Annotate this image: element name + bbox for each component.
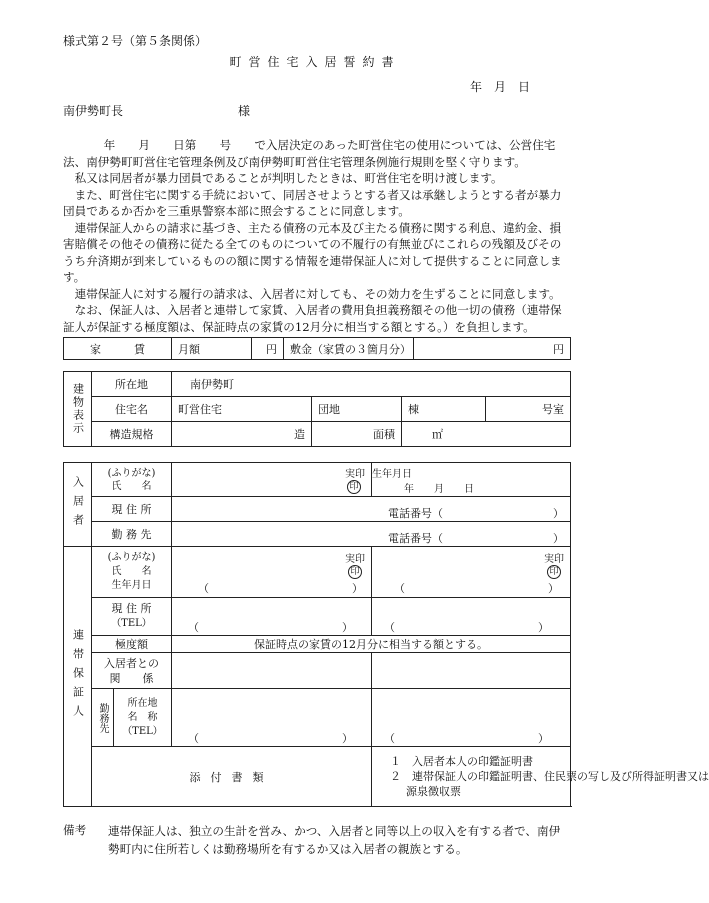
addressee: 南伊勢町長: [63, 104, 124, 118]
room-no-field[interactable]: 号室: [486, 397, 571, 422]
building-table: [63, 371, 571, 447]
address-label: 現 住 所: [111, 602, 152, 615]
area-label: 面積: [312, 422, 402, 447]
building-section-label: 建物表示: [64, 372, 92, 447]
housing-name-label: 住宅名: [92, 397, 172, 422]
guarantor-2-name-field[interactable]: [372, 547, 571, 598]
guarantor-section-label: 連帯保証人: [64, 547, 92, 807]
pledge-body: [63, 137, 569, 335]
deposit-field[interactable]: 円: [414, 338, 571, 360]
furigana-label: (ふりがな): [107, 467, 156, 479]
guarantor-1-address-field[interactable]: （ ）: [172, 598, 372, 636]
rent-table: [63, 337, 571, 360]
tel-label: （TEL）: [111, 618, 152, 629]
name-label: 氏 名: [111, 480, 152, 492]
document-date[interactable]: 年 月 日: [470, 80, 531, 94]
guarantor-address-label: [92, 598, 172, 636]
monthly-rent-label: 月額: [172, 338, 252, 360]
guarantor-2-address-field[interactable]: （ ）: [372, 598, 571, 636]
structure-field[interactable]: 造: [172, 422, 312, 447]
guarantor-work-label: 勤務先: [92, 689, 114, 747]
name-label: 氏 名: [111, 566, 152, 577]
guarantor-2-relation-field[interactable]: [372, 653, 571, 689]
tenant-work-field[interactable]: 電話番号（ ）: [172, 522, 571, 547]
document-title: 町営住宅入居誓約書: [229, 55, 401, 69]
birth-label: 生年月日: [111, 580, 152, 591]
guarantor-1-relation-field[interactable]: [172, 653, 372, 689]
attachments-list: [372, 747, 709, 807]
tenant-name-label: [92, 463, 172, 497]
seal-icon: 印: [347, 479, 361, 494]
relation-label: [92, 653, 172, 689]
tenant-address-field[interactable]: 電話番号（ ）: [172, 497, 571, 522]
attachment-item: １ 入居者本人の印鑑証明書: [390, 755, 533, 768]
birth-date: 年 月 日: [404, 484, 474, 495]
tenant-address-label: 現 住 所: [92, 497, 172, 522]
guarantor-work-sublabel: [114, 689, 172, 747]
seal-label: 実印: [544, 554, 564, 565]
attachments-label: 添付書類: [92, 747, 372, 807]
tel-label: （TEL）: [122, 725, 163, 737]
tenant-guarantor-table: [63, 462, 709, 807]
seal-icon: 印: [547, 564, 561, 579]
furigana-label: (ふりがな): [107, 552, 156, 563]
attachment-item: 源泉徴収票: [406, 785, 461, 798]
pledge-paragraph: また、町営住宅に関する手続において、同居させようとする者又は承継しようとする者が暴力団員であるか否かを三重県警察本部に照会することに同意します。: [63, 187, 562, 218]
honorific: 様: [238, 104, 251, 118]
housing-name-field[interactable]: 町営住宅: [172, 397, 312, 422]
location-label: 所在地: [92, 372, 172, 397]
building-no-field[interactable]: 棟: [402, 397, 486, 422]
limit-value: 保証時点の家賃の12月分に相当する額とする。: [172, 636, 571, 653]
guarantor-1-work-field[interactable]: （ ）: [172, 689, 372, 747]
work-location-label: 所在地: [127, 697, 158, 709]
relation-label-line: 関 係: [109, 671, 154, 685]
attachment-item: ２ 連帯保証人の印鑑証明書、住民票の写し及び所得証明書又は: [390, 770, 709, 783]
pledge-paragraph: なお、保証人は、入居者と連帯して家賃、入居者の費用負担義務額その他一切の債務（連帯保証人が保証する極度額は、保証時点の家賃の12月分に相当する額とする。）を負担します。: [63, 303, 562, 334]
limit-label: 極度額: [92, 636, 172, 653]
pledge-paragraph: 連帯保証人からの請求に基づき、主たる債務の元本及び主たる債務に関する利息、違約金、損害賠償その他その債務に従たる全てのものについての不履行の有無並びにこれらの残額及びそのうち弁済期が到来しているものの額に関する情報を連帯保証人に対して提供することに同意します。: [63, 220, 562, 284]
work-name-label: 名 称: [127, 711, 158, 723]
danchi-field[interactable]: 団地: [312, 397, 402, 422]
tenant-section-label: 入居者: [64, 463, 92, 547]
deposit-label: 敷金（家賃の３箇月分）: [284, 338, 414, 360]
relation-label-line: 入居者との: [104, 656, 159, 670]
seal-icon: 印: [348, 564, 362, 579]
form-number: 様式第２号（第５条関係）: [63, 34, 208, 48]
rent-label: 家 賃: [64, 338, 172, 360]
seal-label: 実印: [345, 469, 365, 480]
pledge-paragraph: 私又は同居者が暴力団員であることが判明したときは、町営住宅を明け渡します。: [74, 171, 503, 185]
pledge-paragraph: 年 月 日第 号 で入居決定のあった町営住宅の使用については、公営住宅法、南伊勢町町営住宅管理条例及び南伊勢町町営住宅管理条例施行規則を堅く守ります。: [63, 138, 556, 169]
birth-label: 生年月日: [372, 469, 412, 480]
note-text: 連帯保証人は、独立の生計を営み、かつ、入居者と同等以上の収入を有する者で、南伊勢町内に住所若しくは勤務場所を有するか又は入居者の親族とする。: [108, 824, 561, 856]
birth-paren: （ ）: [394, 582, 559, 595]
seal-label: 実印: [345, 554, 365, 565]
birth-paren: （ ）: [198, 582, 363, 595]
pledge-paragraph: 連帯保証人に対する履行の請求は、入居者に対しても、その効力を生ずることに同意します。: [74, 286, 561, 301]
tenant-birth-field[interactable]: [372, 463, 571, 497]
structure-label: 構造規格: [92, 422, 172, 447]
monthly-rent-field[interactable]: 円: [252, 338, 284, 360]
tenant-work-label: 勤 務 先: [92, 522, 172, 547]
tenant-name-field[interactable]: [172, 463, 372, 497]
guarantor-1-name-field[interactable]: [172, 547, 372, 598]
note-label: 備考: [63, 823, 87, 837]
location-field[interactable]: 南伊勢町: [172, 372, 571, 397]
area-field[interactable]: ㎡: [402, 422, 571, 447]
guarantor-name-label: [92, 547, 172, 598]
guarantor-2-work-field[interactable]: （ ）: [372, 689, 571, 747]
